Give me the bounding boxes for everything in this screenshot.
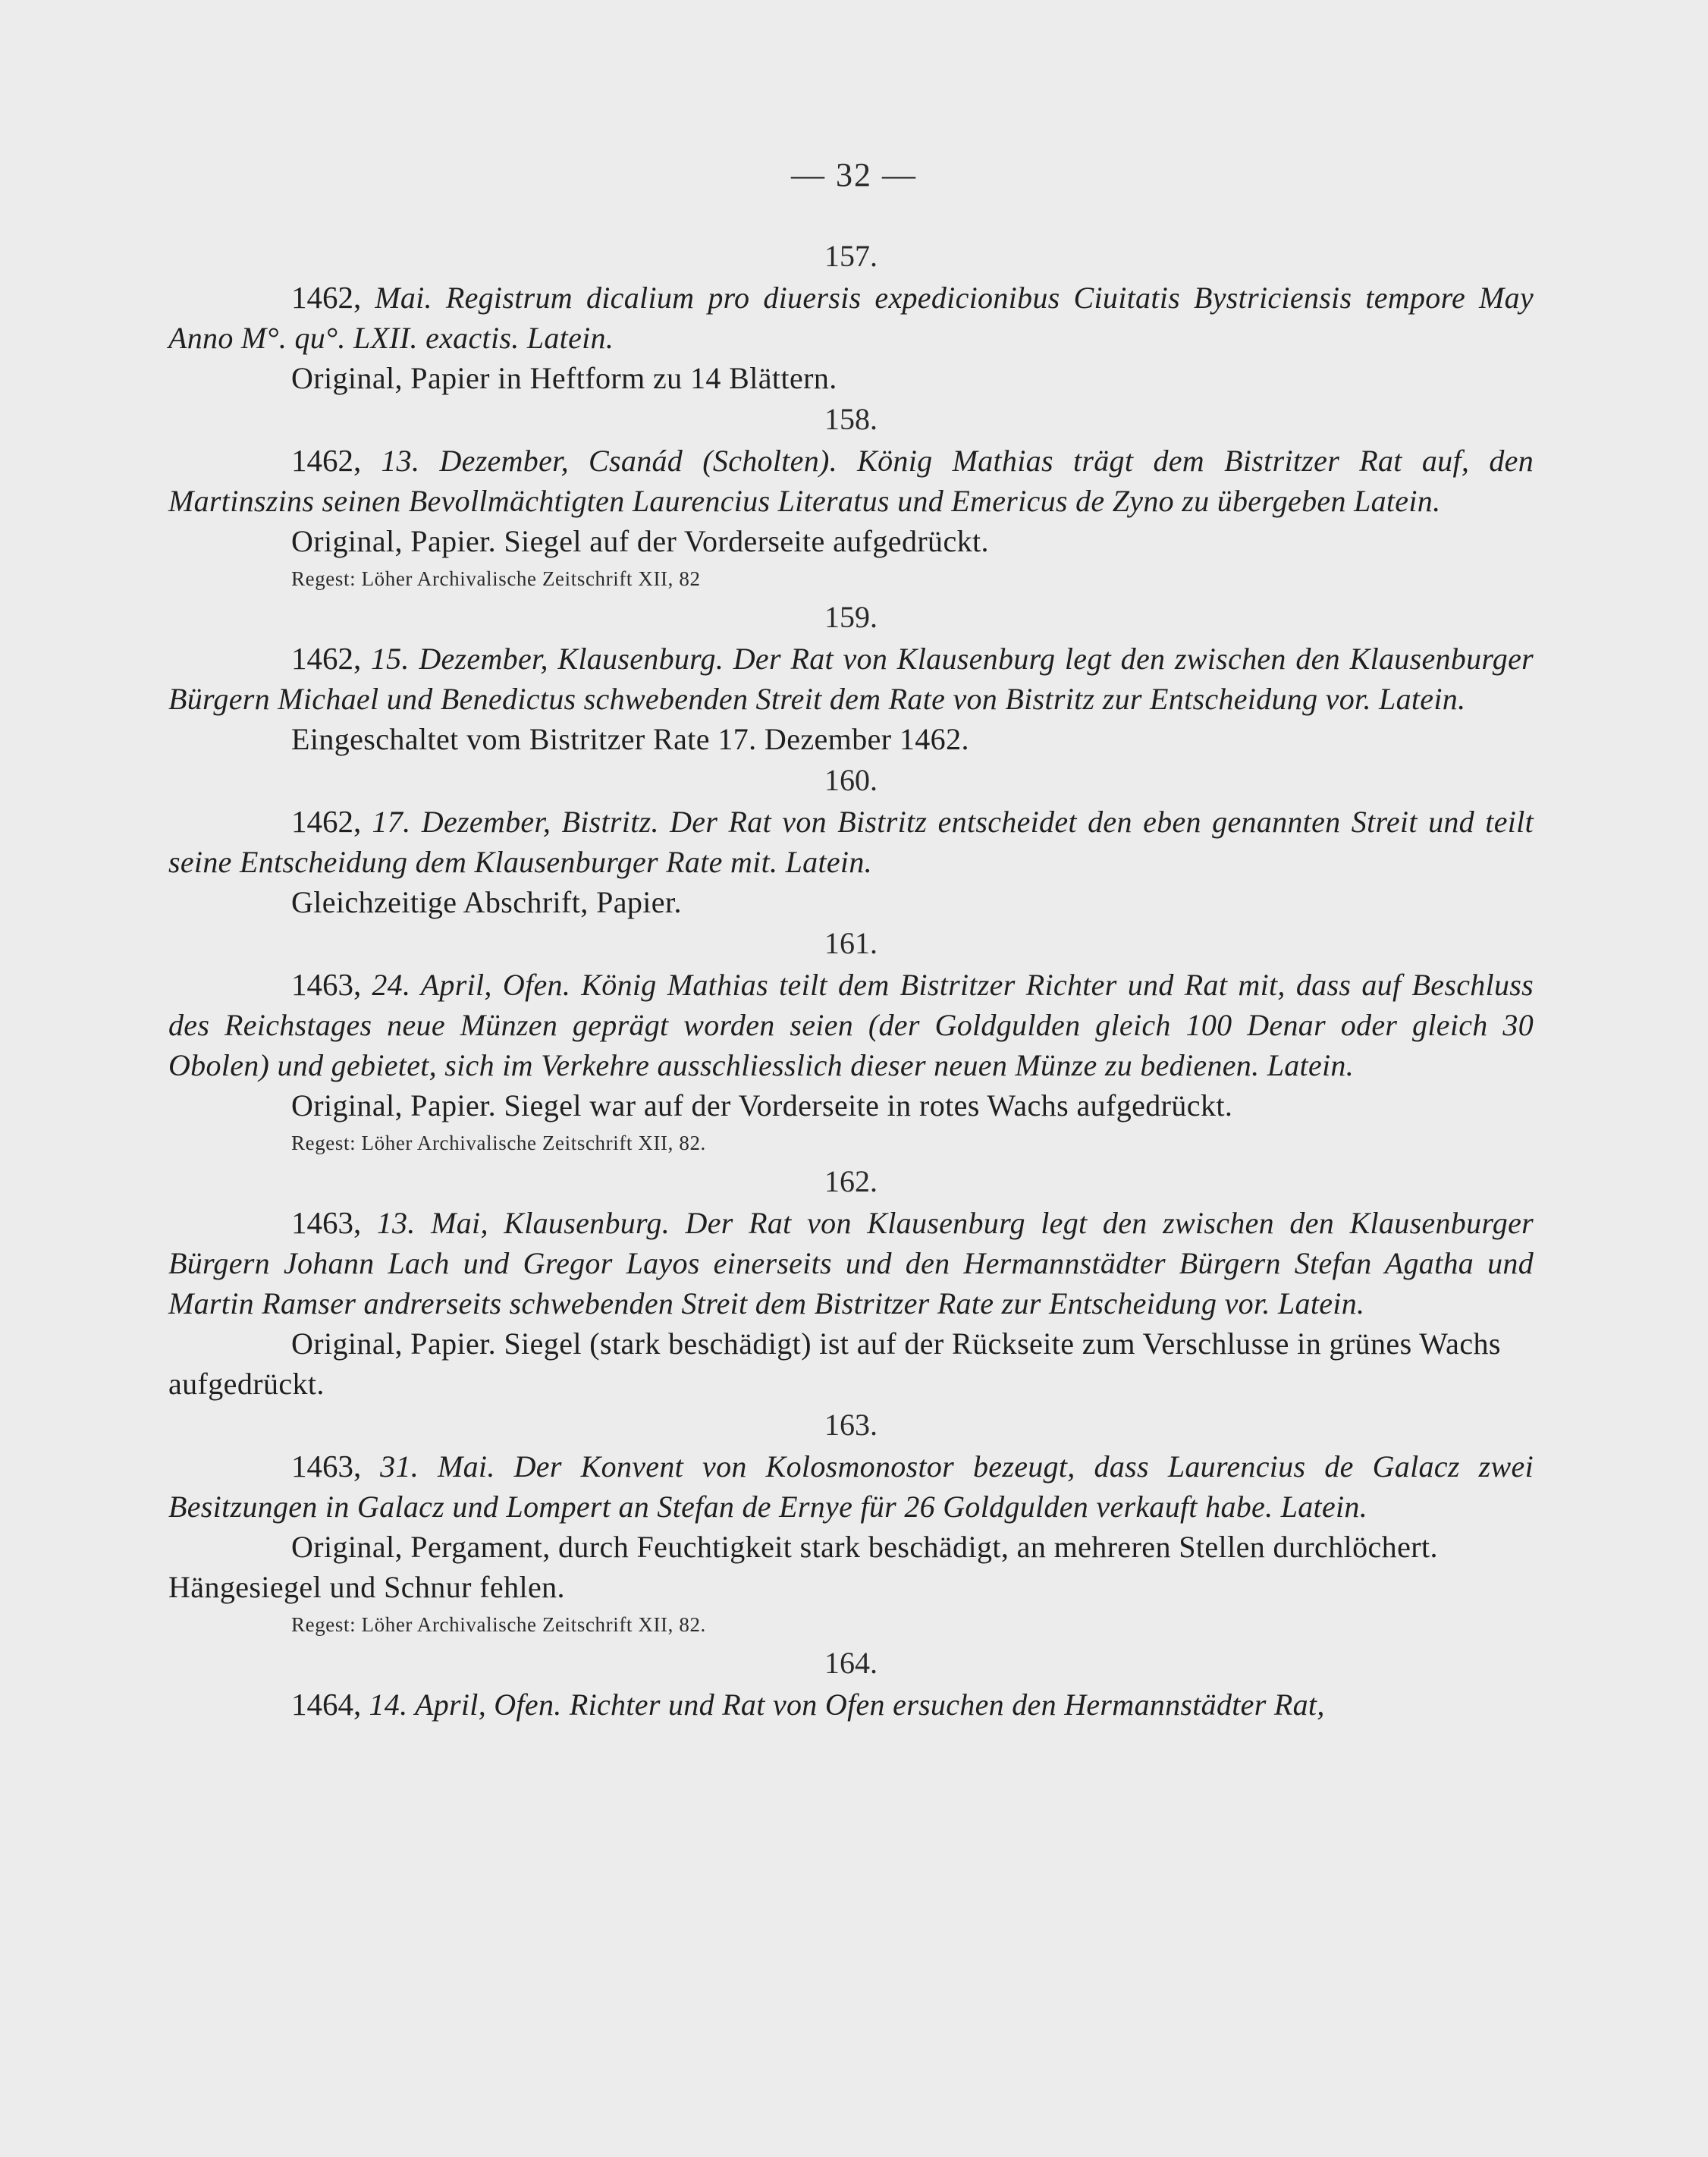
entry-description: Mai. Registrum dicalium pro diuersis expedicionibus Ciuitatis Bystriciensis tempore May Anno M°. qu°. LXII. exactis. Latein. (168, 281, 1534, 355)
entry-162 (168, 1160, 1534, 1404)
entry-date: 1462, (291, 443, 362, 478)
text-block (168, 235, 1534, 1725)
entry-159 (168, 596, 1534, 759)
entry-description: 14. April, Ofen. Richter und Rat von Ofen ersuchen den Hermannstädter Rat, (369, 1688, 1325, 1722)
entry-date: 1463, (291, 1205, 362, 1240)
entry-date: 1462, (291, 641, 362, 676)
entry-date: 1464, (291, 1687, 362, 1722)
entry-description: 17. Dezember, Bistritz. Der Rat von Bistritz entscheidet den eben genannten Streit und teilt seine Entscheidung dem Klausenburger Rate mit. Latein. (168, 805, 1534, 879)
entry-body (168, 965, 1534, 1085)
entry-description: 13. Mai, Klausenburg. Der Rat von Klausenburg legt den zwischen den Klausenburger Bürgern Johann Lach und Gregor Layos einerseits und den Hermannstädter Bürgern Stefan Agatha und Martin Ramser andrerseits schwebenden Streit dem Bistritzer Rate zur Entscheidung vor. Latein. (168, 1206, 1534, 1320)
entry-number: 159. (824, 600, 878, 634)
entry-date: 1463, (291, 1449, 362, 1484)
entry-number: 161. (824, 926, 878, 960)
entry-number: 160. (824, 763, 878, 797)
entry-163 (168, 1404, 1534, 1642)
entry-date: 1462, (291, 280, 362, 315)
entry-number: 164. (824, 1646, 878, 1680)
entry-body (168, 278, 1534, 358)
entry-regest: Regest: Löher Archivalische Zeitschrift XII, 82. (291, 1132, 706, 1154)
entry-body (168, 441, 1534, 521)
entry-description: 31. Mai. Der Konvent von Kolosmonostor bezeugt, dass Laurencius de Galacz zwei Besitzungen in Galacz und Lompert an Stefan de Ernye für 26 Goldgulden verkauft habe. Latein. (168, 1449, 1534, 1524)
entry-regest: Regest: Löher Archivalische Zeitschrift XII, 82. (291, 1613, 706, 1636)
entry-note: Eingeschaltet vom Bistritzer Rate 17. Dezember 1462. (291, 722, 969, 756)
entry-number: 158. (824, 402, 878, 436)
entry-body (168, 1446, 1534, 1527)
entry-157 (168, 235, 1534, 398)
entry-regest: Regest: Löher Archivalische Zeitschrift XII, 82 (291, 567, 701, 590)
entry-note: Original, Papier. Siegel auf der Vorderseite aufgedrückt. (291, 524, 989, 558)
entry-164 (168, 1642, 1534, 1725)
entry-note: Original, Pergament, durch Feuchtigkeit stark beschädigt, an mehreren Stellen durchlöchert. Hängesiegel und Schnur fehlen. (168, 1530, 1438, 1604)
entry-date: 1463, (291, 967, 362, 1002)
entry-number: 157. (824, 239, 878, 273)
page-number: — 32 — (791, 156, 917, 193)
entry-number: 163. (824, 1408, 878, 1442)
entry-date: 1462, (291, 804, 362, 839)
entry-body (168, 1684, 1534, 1725)
entry-body (168, 802, 1534, 882)
entry-note: Original, Papier. Siegel (stark beschädigt) ist auf der Rückseite zum Verschlusse in grünes Wachs aufgedrückt. (168, 1327, 1501, 1401)
entry-note: Original, Papier in Heftform zu 14 Blättern. (291, 361, 837, 395)
entry-description: 13. Dezember, Csanád (Scholten). König Mathias trägt dem Bistritzer Rat auf, den Martinszins seinen Bevollmächtigten Laurencius Literatus und Emericus de Zyno zu übergeben Latein. (168, 444, 1534, 518)
entry-number: 162. (824, 1164, 878, 1198)
entry-body (168, 1203, 1534, 1323)
entry-note: Original, Papier. Siegel war auf der Vorderseite in rotes Wachs aufgedrückt. (291, 1088, 1233, 1122)
entry-body (168, 639, 1534, 719)
entry-158 (168, 398, 1534, 596)
entry-description: 15. Dezember, Klausenburg. Der Rat von Klausenburg legt den zwischen den Klausenburger Bürgern Michael und Benedictus schwebenden Streit dem Rate von Bistritz zur Entscheidung vor. Latein. (168, 642, 1534, 716)
entry-note: Gleichzeitige Abschrift, Papier. (291, 885, 682, 919)
entry-description: 24. April, Ofen. König Mathias teilt dem Bistritzer Richter und Rat mit, dass auf Beschluss des Reichstages neue Münzen geprägt worden seien (der Goldgulden gleich 100 Denar oder gleich 30 Obolen) und gebietet, sich im Verkehre ausschliesslich dieser neuen Münze zu bedienen. Latein. (168, 968, 1534, 1082)
entry-160 (168, 759, 1534, 922)
entry-161 (168, 922, 1534, 1160)
